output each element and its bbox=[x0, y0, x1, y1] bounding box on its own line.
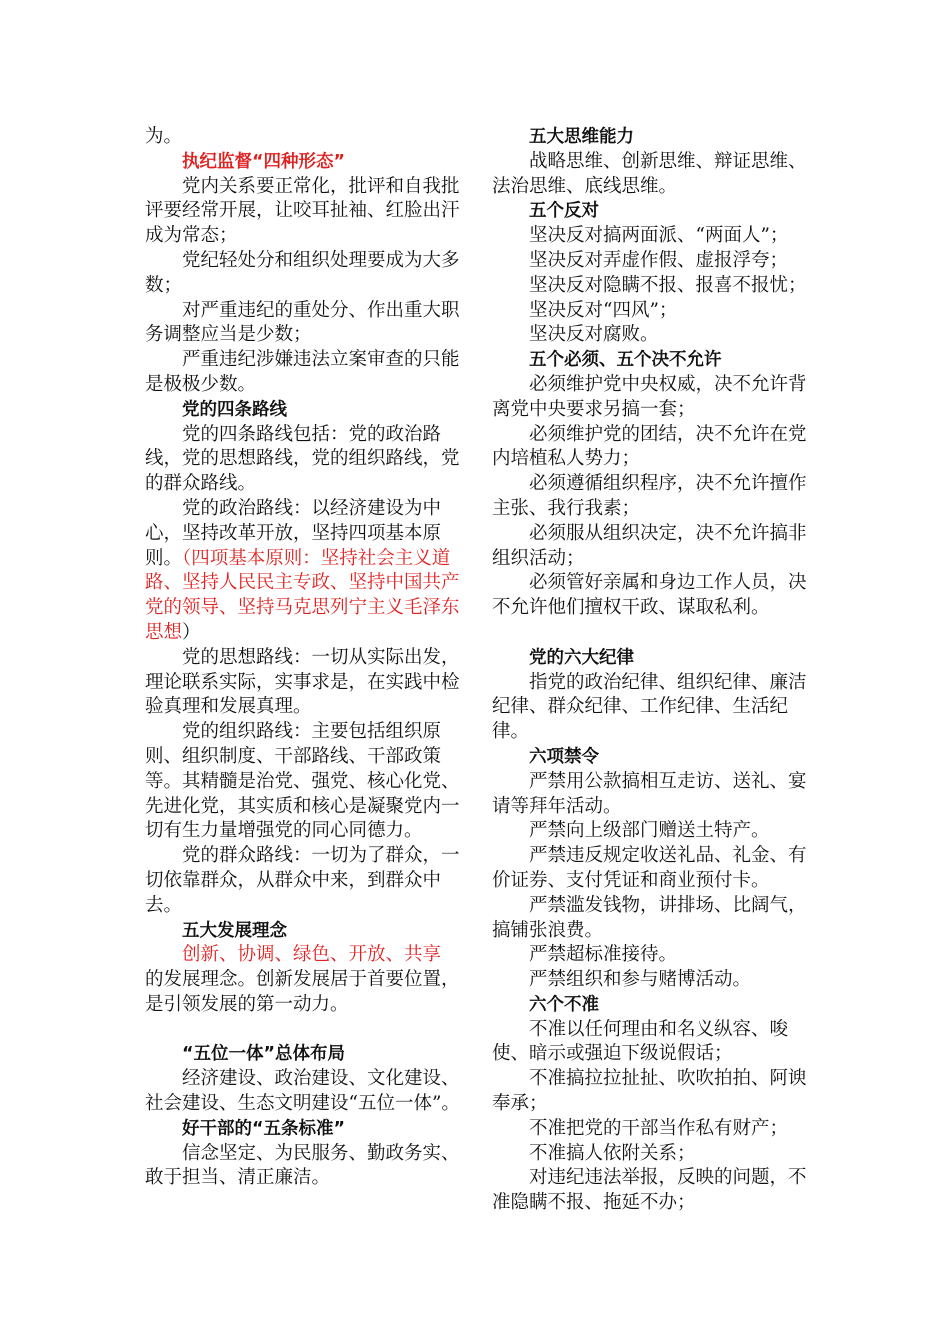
organization-line-paragraph: 党的组织路线：主要包括组织原则、组织制度、干部路线、干部政策等。其精髓是治党、强党、核心化党、先进化党，其实质和核心是凝聚党内一切有生力量增强党的同心同德力。 bbox=[145, 721, 460, 842]
continuation-text: 为。 bbox=[145, 126, 183, 147]
six-not-allowed-item: 不准搞人依附关系； bbox=[529, 1142, 696, 1164]
heading-five-oppose: 五个反对 bbox=[529, 201, 599, 222]
five-concepts-text: 的发展理念。创新发展居于首要位置，是引领发展的第一动力。 bbox=[145, 969, 460, 1015]
closing-paren: ） bbox=[182, 621, 201, 643]
left-column bbox=[145, 125, 463, 1191]
five-oppose-item: 坚决反对弄虚作假、虚报浮夸； bbox=[529, 249, 789, 271]
six-not-allowed-item: 不准以任何理由和名义纵容、唆使、暗示或强迫下级说假话； bbox=[492, 1018, 789, 1065]
thought-line-paragraph: 党的思想路线：一切从实际出发，理论联系实际，实事求是，在实践中检验真理和发展真理。 bbox=[145, 646, 460, 718]
five-oppose-item: 坚决反对“四风”； bbox=[529, 299, 678, 321]
six-disciplines-text: 指党的政治纪律、组织纪律、廉洁纪律、群众纪律、工作纪律、生活纪律。 bbox=[492, 671, 807, 743]
six-not-allowed-item: 对违纪违法举报，反映的问题，不准隐瞒不报、拖延不办； bbox=[492, 1167, 807, 1214]
good-cadre-text: 信念坚定、为民服务、勤政务实、敢于担当、清正廉洁。 bbox=[145, 1142, 460, 1189]
six-bans-item: 严禁滥发钱物，讲排场、比阔气，搞铺张浪费。 bbox=[492, 894, 807, 941]
heading-five-concepts: 五大发展理念 bbox=[182, 920, 287, 941]
four-lines-intro: 党的四条路线包括：党的政治路线，党的思想路线，党的组织路线，党的群众路线。 bbox=[145, 423, 460, 495]
heading-thinking: 五大思维能力 bbox=[529, 127, 634, 147]
six-bans-item: 严禁组织和参与赌博活动。 bbox=[529, 969, 752, 991]
political-line-text: 党的政治路线：以经济建设为中心，坚持改革开放，坚持四项基本原则。 bbox=[145, 497, 442, 569]
five-in-one-text: 经济建设、政治建设、文化建设、社会建设、生态文明建设“五位一体”。 bbox=[145, 1068, 460, 1115]
heading-five-must: 五个必须、五个决不允许 bbox=[529, 350, 722, 371]
heading-six-bans: 六项禁令 bbox=[529, 746, 599, 767]
six-not-allowed-item: 不准把党的干部当作私有财产； bbox=[529, 1117, 789, 1139]
four-forms-item: 对严重违纪的重处分、作出重大职务调整应当是少数； bbox=[145, 299, 460, 346]
five-must-item: 必须维护党中央权威，决不允许背离党中央要求另搞一套； bbox=[492, 373, 807, 420]
five-concepts-list: 创新、协调、绿色、开放、共享 bbox=[182, 944, 442, 966]
mass-line-paragraph: 党的群众路线：一切为了群众，一切依靠群众，从群众中来，到群众中去。 bbox=[145, 845, 460, 916]
heading-four-lines: 党的四条路线 bbox=[182, 399, 287, 420]
six-bans-item: 严禁超标准接待。 bbox=[529, 944, 678, 966]
thinking-text: 战略思维、创新思维、辩证思维、法治思维、底线思维。 bbox=[492, 150, 807, 197]
six-bans-item: 严禁向上级部门赠送土特产。 bbox=[529, 820, 770, 842]
four-forms-item: 党纪轻处分和组织处理要成为大多数； bbox=[145, 249, 460, 296]
right-column bbox=[492, 125, 812, 1216]
five-must-item: 必须维护党的团结，决不允许在党内培植私人势力； bbox=[492, 423, 807, 470]
five-must-item: 必须遵循组织程序，决不允许擅作主张、我行我素； bbox=[492, 473, 807, 519]
five-must-item: 必须服从组织决定，决不允许搞非组织活动； bbox=[492, 522, 807, 569]
spacer bbox=[145, 1018, 463, 1043]
six-not-allowed-item: 不准搞拉拉扯扯、吹吹拍拍、阿谀奉承； bbox=[492, 1068, 807, 1115]
five-oppose-item: 坚决反对搞两面派、“两面人”； bbox=[529, 225, 789, 247]
heading-five-in-one: “五位一体”总体布局 bbox=[182, 1044, 346, 1065]
six-bans-item: 严禁违反规定收送礼品、礼金、有价证券、支付凭证和商业预付卡。 bbox=[492, 845, 807, 891]
five-must-item: 必须管好亲属和身边工作人员，决不允许他们擅权干政、谋取私利。 bbox=[492, 572, 807, 619]
five-oppose-item: 坚决反对腐败。 bbox=[529, 324, 659, 346]
heading-six-disciplines: 党的六大纪律 bbox=[529, 647, 634, 668]
spacer bbox=[492, 621, 812, 646]
five-oppose-item: 坚决反对隐瞒不报、报喜不报忧； bbox=[529, 274, 807, 296]
heading-six-not-allowed: 六个不准 bbox=[529, 994, 599, 1015]
heading-good-cadre: 好干部的“五条标准” bbox=[182, 1118, 346, 1139]
four-basic-principles-note: （四项基本原则：坚持社会主义道路、坚持人民民主专政、坚持中国共产党的领导、坚持马克思列宁主义毛泽东思想 bbox=[145, 547, 460, 643]
political-line-paragraph bbox=[145, 497, 463, 646]
four-forms-item: 严重违纪涉嫌违法立案审查的只能是极极少数。 bbox=[145, 349, 460, 395]
heading-four-forms: 执纪监督“四种形态” bbox=[182, 151, 346, 172]
four-forms-item: 党内关系要正常化，批评和自我批评要经常开展，让咬耳扯袖、红脸出汗成为常态； bbox=[145, 175, 460, 247]
six-bans-item: 严禁用公款搞相互走访、送礼、宴请等拜年活动。 bbox=[492, 770, 807, 817]
